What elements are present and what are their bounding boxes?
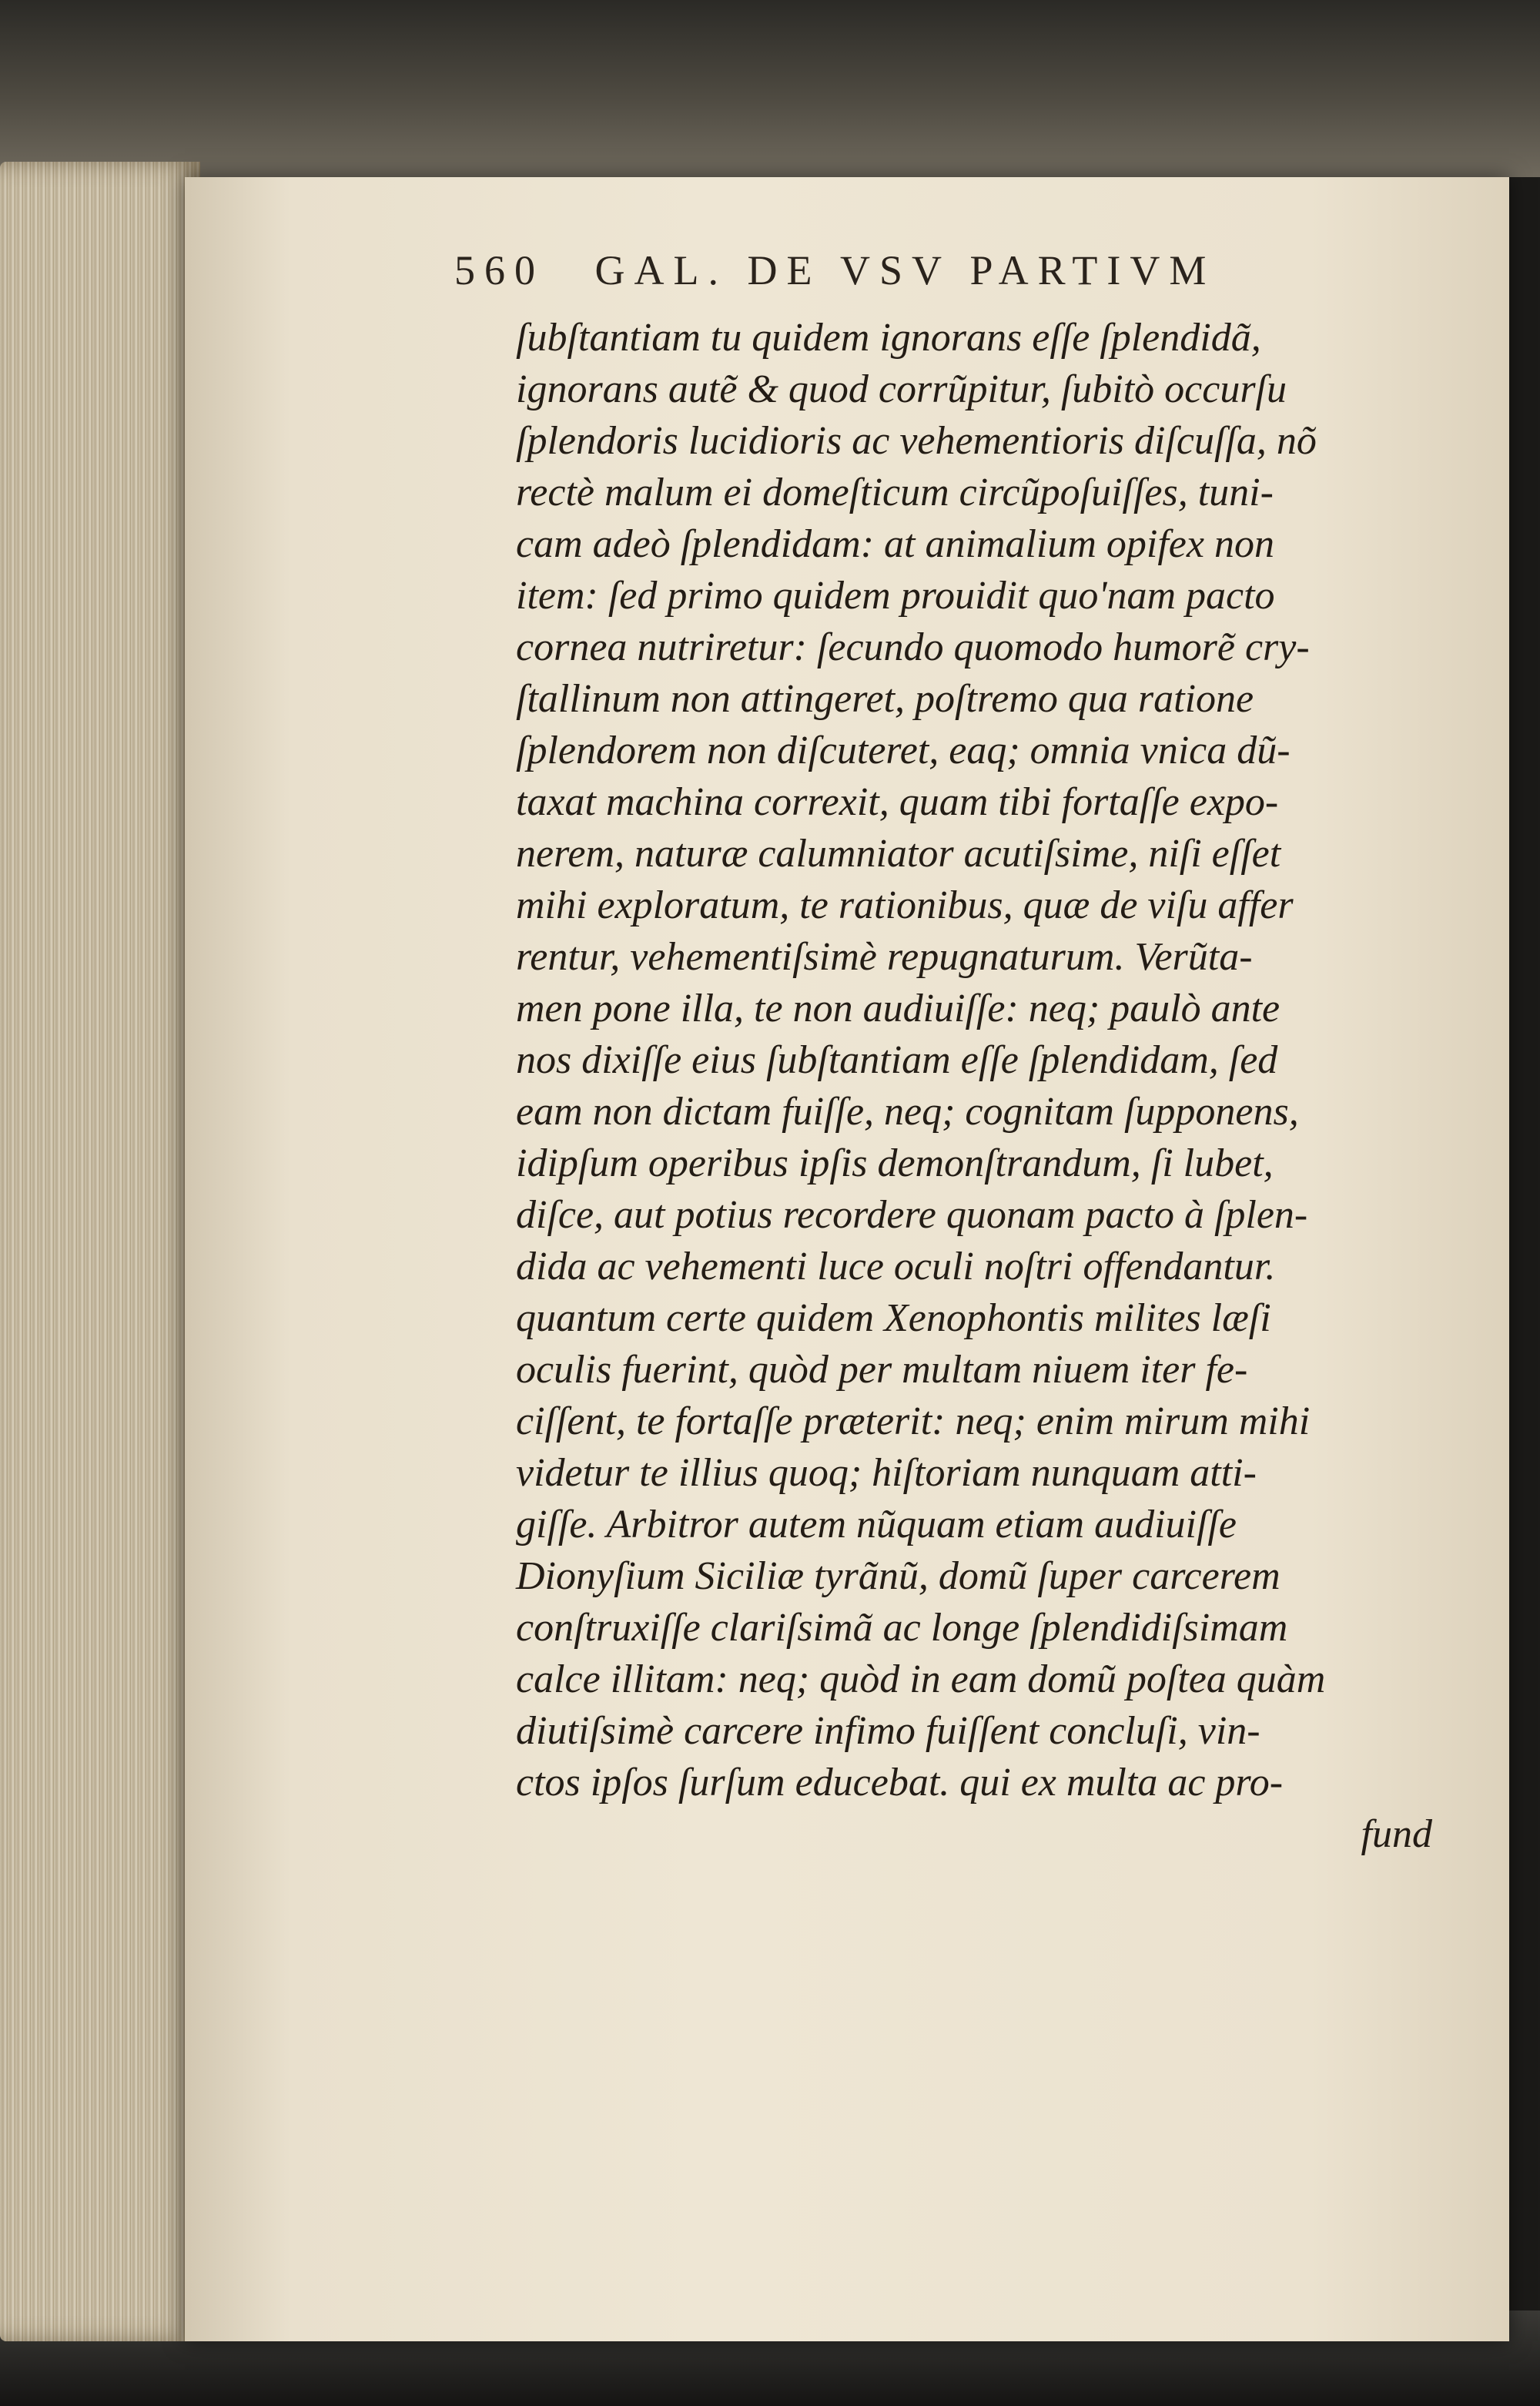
- text-line: videtur te illius quoq; hiſtoriam nunquam atti-: [516, 1451, 1257, 1495]
- text-line: idipſum operibus ipſis demonſtrandum, ſi lubet,: [516, 1141, 1274, 1185]
- text-line: quantum certe quidem Xenophontis milites læſi: [516, 1296, 1271, 1340]
- text-line: cornea nutriretur: ſecundo quomodo humorẽ cry-: [516, 625, 1310, 669]
- text-line: cam adeò ſplendidam: at animalium opifex non: [516, 522, 1274, 566]
- text-line: ciſſent, te fortaſſe præterit: neq; enim mirum mihi: [516, 1399, 1311, 1443]
- text-line: ſtallinum non attingeret, poſtremo qua ratione: [516, 677, 1254, 721]
- book-cover-top: [0, 0, 1540, 177]
- page-number: 560: [454, 247, 544, 293]
- text-line: ignorans autẽ & quod corrũpitur, ſubitò occurſu: [516, 367, 1287, 411]
- running-head-title: GAL. DE VSV PARTIVM: [594, 247, 1216, 293]
- text-line: eam non dictam fuiſſe, neq; cognitam ſupponens,: [516, 1090, 1299, 1134]
- text-line: conſtruxiſſe clariſsimã ac longe ſplendidiſsimam: [516, 1606, 1288, 1650]
- text-line: rectè malum ei domeſticum circũpoſuiſſes, tuni-: [516, 471, 1274, 514]
- text-line: calce illitam: neq; quòd in eam domũ poſtea quàm: [516, 1657, 1326, 1701]
- text-line: dida ac vehementi luce oculi noſtri offendantur.: [516, 1245, 1276, 1288]
- text-line: men pone illa, te non audiuiſſe: neq; paulò ante: [516, 987, 1281, 1030]
- text-line: oculis fuerint, quòd per multam niuem iter fe-: [516, 1348, 1248, 1392]
- text-line: diſce, aut potius recordere quonam pacto à ſplen-: [516, 1193, 1308, 1237]
- text-line: nerem, naturæ calumniator acutiſsime, niſi eſſet: [516, 832, 1281, 876]
- catchword: fund: [1361, 1812, 1432, 1856]
- text-line: mihi exploratum, te rationibus, quæ de viſu affer: [516, 883, 1294, 927]
- text-line: ctos ipſos ſurſum educebat. qui ex multa ac pro-: [516, 1761, 1284, 1804]
- text-line: nos dixiſſe eius ſubſtantiam eſſe ſplendidam, ſed: [516, 1038, 1278, 1082]
- text-line: ſplendorem non diſcuteret, eaq; omnia vnica dũ-: [516, 729, 1291, 772]
- body-text: [516, 312, 1463, 1860]
- text-line: giſſe. Arbitror autem nũquam etiam audiuiſſe: [516, 1503, 1237, 1546]
- text-line: diutiſsimè carcere infimo fuiſſent concluſi, vin-: [516, 1709, 1260, 1753]
- text-line: ſubſtantiam tu quidem ignorans eſſe ſplendidã,: [516, 316, 1261, 360]
- running-header: [454, 246, 1215, 294]
- text-line: taxat machina correxit, quam tibi fortaſſe expo-: [516, 780, 1279, 824]
- text-line: Dionyſium Siciliæ tyrãnũ, domũ ſuper carcerem: [516, 1554, 1281, 1598]
- text-line: rentur, vehementiſsimè repugnaturum. Verũta-: [516, 935, 1253, 979]
- text-line: ſplendoris lucidioris ac vehementioris diſcuſſa, nõ: [516, 419, 1317, 463]
- text-line: item: ſed primo quidem prouidit quo'nam pacto: [516, 574, 1275, 618]
- page-edges: [0, 162, 200, 2341]
